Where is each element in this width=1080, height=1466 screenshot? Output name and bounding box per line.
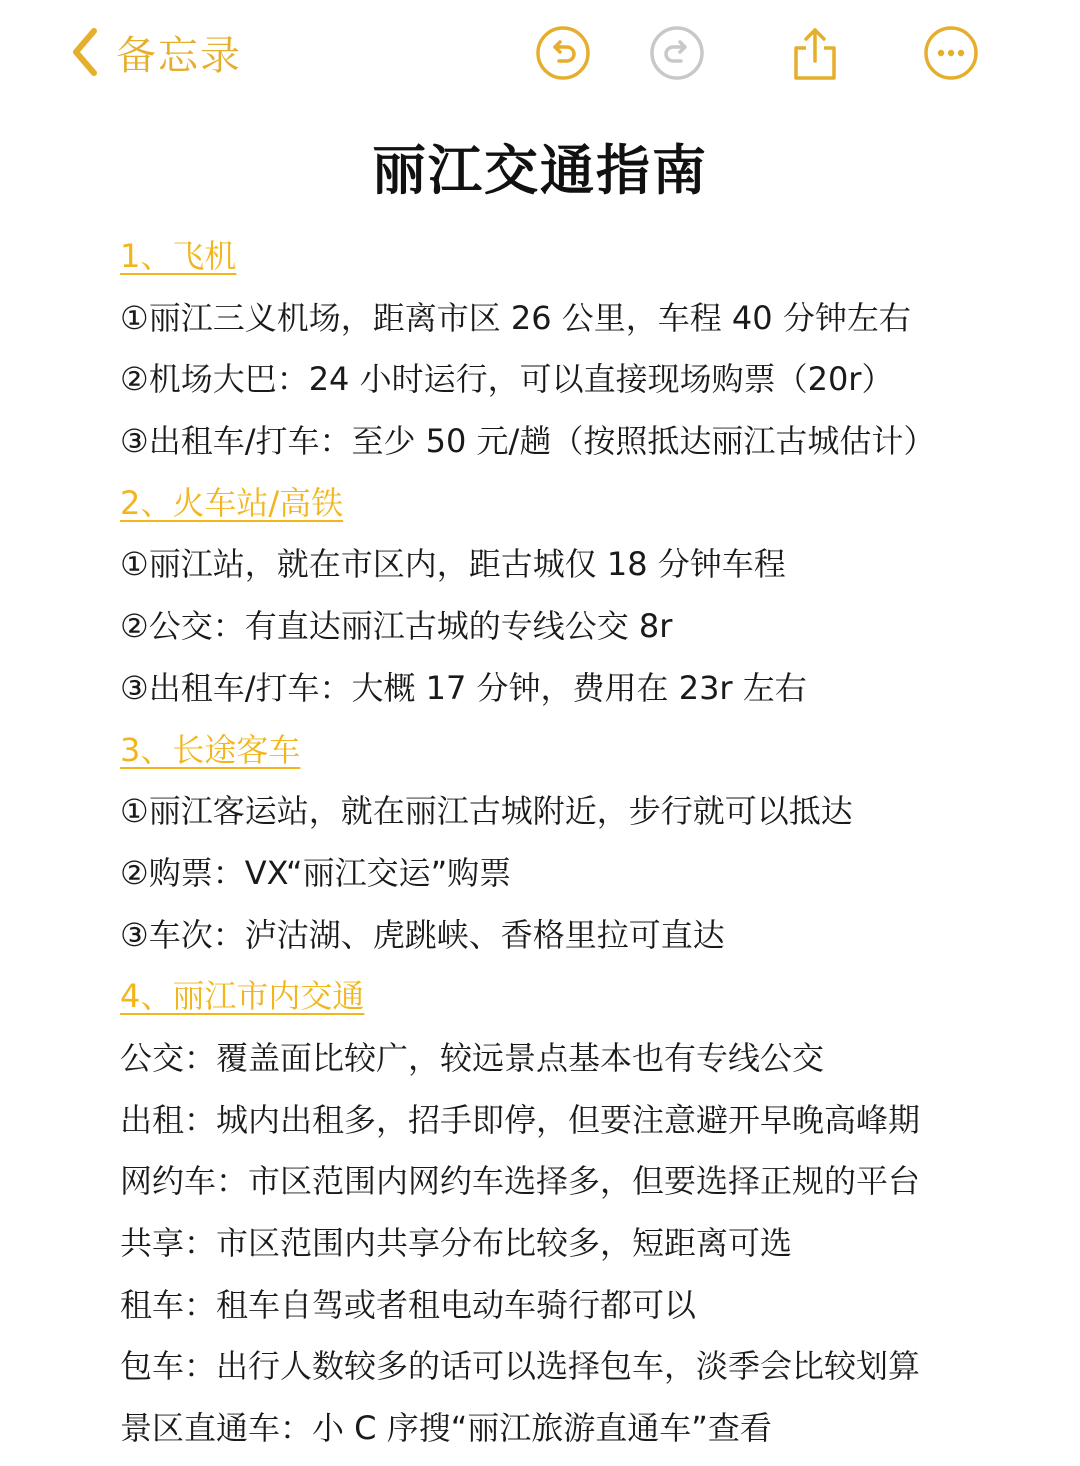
note-line: ③车次：泸沽湖、虎跳峡、香格里拉可直达 <box>120 915 725 954</box>
share-button[interactable] <box>786 24 844 82</box>
note-line: 网约车：市区范围内网约车选择多，但要选择正规的平台 <box>120 1162 921 1201</box>
note-line: ①丽江站，就在市区内，距古城仅 18 分钟车程 <box>120 545 786 584</box>
note-line: 共享：市区范围内共享分布比较多，短距离可选 <box>120 1224 793 1262</box>
note-line: ③出租车/打车：大概 17 分钟，费用在 23r 左右 <box>120 668 807 707</box>
back-button[interactable] <box>70 22 242 82</box>
back-label: 备忘录 <box>116 32 242 79</box>
share-icon <box>786 24 844 82</box>
more-icon <box>922 24 980 82</box>
note-line: ②机场大巴：24 小时运行，可以直接现场购票（20r） <box>120 360 894 399</box>
note-line: ②购票：VX“丽江交运”购票 <box>120 853 512 892</box>
note-body[interactable] <box>120 226 1020 1460</box>
note-line: ②公交：有直达丽江古城的专线公交 8r <box>120 607 673 646</box>
note-line: ①丽江三义机场，距离市区 26 公里，车程 40 分钟左右 <box>120 298 911 337</box>
top-toolbar <box>0 0 1080 100</box>
note-line: 租车：租车自驾或者租电动车骑行都可以 <box>120 1285 697 1324</box>
undo-icon <box>534 24 592 82</box>
undo-button[interactable] <box>534 24 592 82</box>
note-line: 景区直通车：小 C 序搜“丽江旅游直通车”查看 <box>120 1409 772 1448</box>
note-line: ①丽江客运站，就在丽江古城附近，步行就可以抵达 <box>120 792 853 831</box>
section-heading <box>120 473 1020 535</box>
section-heading <box>120 720 1020 782</box>
note-line: 出租：城内出租多，招手即停，但要注意避开早晚高峰期 <box>120 1100 921 1139</box>
more-button[interactable] <box>922 24 980 82</box>
note-line: ③出租车/打车：至少 50 元/趟（按照抵达丽江古城估计） <box>120 422 936 461</box>
redo-icon <box>648 24 706 82</box>
redo-button[interactable] <box>648 24 706 82</box>
note-title: 丽江交通指南 <box>372 139 708 202</box>
section-heading-text: 4、丽江市内交通 <box>120 977 365 1016</box>
note-line: 包车：出行人数较多的话可以选择包车，淡季会比较划算 <box>120 1347 921 1386</box>
section-heading-text: 1、飞机 <box>120 237 237 275</box>
section-heading <box>120 226 1020 288</box>
note-line: 公交：覆盖面比较广，较远景点基本也有专线公交 <box>120 1038 825 1077</box>
section-heading-text: 3、长途客车 <box>120 730 301 769</box>
section-heading-text: 2、火车站/高铁 <box>120 483 344 522</box>
section-heading <box>120 966 1020 1028</box>
chevron-left-icon <box>70 27 100 77</box>
